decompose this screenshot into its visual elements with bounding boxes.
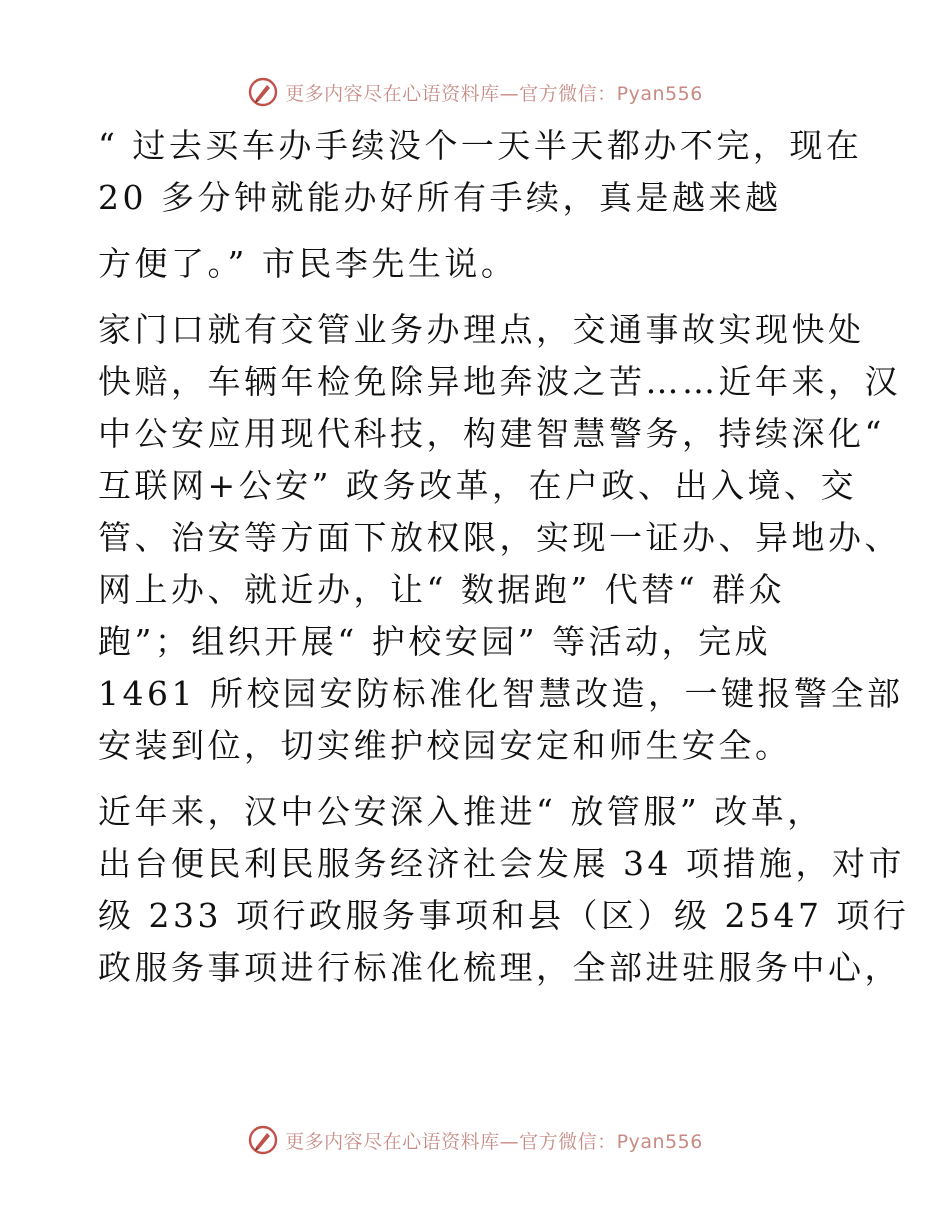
watermark-text: 更多内容尽在心语资料库—官方微信：Pyan556 [285, 1130, 703, 1153]
text-line: 快赔，车辆年检免除异地奔波之苦……近年来，汉 [98, 362, 901, 401]
header-watermark [0, 72, 950, 112]
paragraph [98, 786, 910, 994]
text-line: 管、治安等方面下放权限，实现一证办、异地办、 [98, 518, 901, 557]
text-line: 出台便民利民服务经济社会发展 34 项措施，对市 [98, 844, 905, 883]
text-line: 1461 所校园安防标准化智慧改造，一键报警全部 [98, 674, 904, 713]
text-line: 政服务事项进行标准化梳理，全部进驻服务中心， [98, 948, 901, 987]
text-line: 方便了。” 市民李先生说。 [98, 244, 518, 283]
footer-watermark [0, 1120, 950, 1160]
text-line: 网上办、就近办，让“ 数据跑” 代替“ 群众 [98, 570, 786, 609]
paragraph [98, 120, 863, 224]
watermark-text: 更多内容尽在心语资料库—官方微信：Pyan556 [285, 82, 703, 105]
text-line: 近年来，汉中公安深入推进“ 放管服” 改革， [98, 792, 824, 831]
pen-logo-icon [247, 1124, 279, 1156]
text-line: 安装到位，切实维护校园安定和师生安全。 [98, 726, 792, 765]
text-line: 跑”；组织开展“ 护校安园” 等活动，完成 [98, 622, 772, 661]
text-line: 互联网+公安” 政务改革，在户政、出入境、交 [98, 466, 858, 505]
text-line: 中公安应用现代科技，构建智慧警务，持续深化“ [98, 414, 885, 453]
document-body [98, 120, 910, 994]
text-line: 20 多分钟就能办好所有手续，真是越来越 [98, 178, 782, 217]
paragraph [98, 304, 904, 772]
paragraph [98, 238, 858, 290]
text-line: 家门口就有交管业务办理点，交通事故实现快处 [98, 310, 865, 349]
text-line: 级 233 项行政服务事项和县（区）级 2547 项行 [98, 896, 910, 935]
pen-logo-icon [247, 76, 279, 108]
text-line: “ 过去买车办手续没个一天半天都办不完，现在 [98, 126, 863, 165]
